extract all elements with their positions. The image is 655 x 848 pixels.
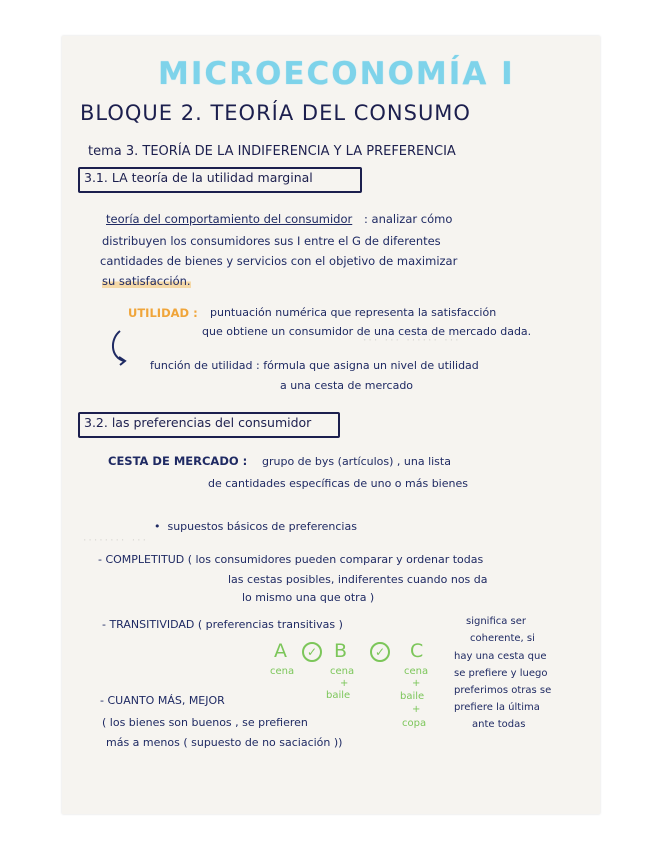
check-icon: ✓ <box>370 642 390 662</box>
definition-line: su satisfacción. <box>102 274 191 288</box>
example-label-a: A <box>274 640 287 662</box>
example-c-item: + <box>412 704 421 715</box>
transitividad-note: se prefiere y luego <box>454 668 548 679</box>
completitud-line: las cestas posibles, indiferentes cuando nos da <box>228 573 488 586</box>
section-2-heading: 3.2. las preferencias del consumidor <box>84 415 312 430</box>
definition-line: distribuyen los consumidores sus I entre el G de diferentes <box>102 234 441 248</box>
transitividad-note: significa ser <box>466 616 527 627</box>
example-c-item: + <box>412 678 421 689</box>
example-c-item: baile <box>400 691 425 702</box>
show-through-text: ··· ··· ······ ··· <box>362 336 460 346</box>
cuanto-line: más a menos ( supuesto de no saciación )) <box>106 736 343 749</box>
cesta-line: grupo de bys (artículos) , una lista <box>262 455 451 468</box>
utilidad-label: UTILIDAD : <box>128 306 198 320</box>
example-label-c: C <box>410 640 424 662</box>
cesta-label: CESTA DE MERCADO : <box>108 454 248 468</box>
transitividad-note: hay una cesta que <box>454 651 547 662</box>
definition-term: teoría del comportamiento del consumidor <box>106 212 353 226</box>
transitividad-note: coherente, si <box>470 633 535 644</box>
example-label-b: B <box>334 640 348 662</box>
show-through-text: ········ ··· <box>82 536 148 546</box>
utilidad-line: que obtiene un consumidor de una cesta de mercado dada. <box>202 325 532 338</box>
transitividad-line: - TRANSITIVIDAD ( preferencias transitivas ) <box>102 618 343 631</box>
definition-line: : analizar cómo <box>364 212 453 226</box>
example-c-item: cena <box>404 666 429 677</box>
completitud-line: - COMPLETITUD ( los consumidores pueden comparar y ordenar todas <box>98 553 484 566</box>
example-b-item: + <box>340 678 349 689</box>
page-title: MICROECONOMÍA I <box>158 56 515 92</box>
cesta-line: de cantidades específicas de uno o más bienes <box>208 477 468 490</box>
utilidad-line: puntuación numérica que representa la satisfacción <box>210 306 497 319</box>
cuanto-line: ( los bienes son buenos , se prefieren <box>102 716 308 729</box>
cuanto-line: - CUANTO MÁS, MEJOR <box>100 694 225 707</box>
completitud-line: lo mismo una que otra ) <box>242 591 375 604</box>
transitividad-note: ante todas <box>472 719 526 730</box>
example-a-item: cena <box>270 666 295 677</box>
example-b-item: cena <box>330 666 355 677</box>
curved-arrow-icon <box>110 329 128 367</box>
notebook-page <box>62 36 600 814</box>
section-1-heading: 3.1. LA teoría de la utilidad marginal <box>84 170 313 185</box>
supuestos-item: • supuestos básicos de preferencias <box>154 520 357 533</box>
example-c-item: copa <box>402 718 427 729</box>
transitividad-note: preferimos otras se <box>454 685 552 696</box>
funcion-line: función de utilidad : fórmula que asigna un nivel de utilidad <box>150 359 479 372</box>
transitividad-note: prefiere la última <box>454 702 540 713</box>
example-b-item: baile <box>326 690 351 701</box>
funcion-line: a una cesta de mercado <box>280 379 414 392</box>
check-icon: ✓ <box>302 642 322 662</box>
supuestos-text: supuestos básicos de preferencias <box>167 520 357 533</box>
bloque-heading: BLOQUE 2. TEORÍA DEL CONSUMO <box>80 101 471 125</box>
tema-heading: tema 3. TEORÍA DE LA INDIFERENCIA Y LA PREFERENCIA <box>88 144 456 159</box>
definition-line: cantidades de bienes y servicios con el objetivo de maximizar <box>100 254 458 268</box>
